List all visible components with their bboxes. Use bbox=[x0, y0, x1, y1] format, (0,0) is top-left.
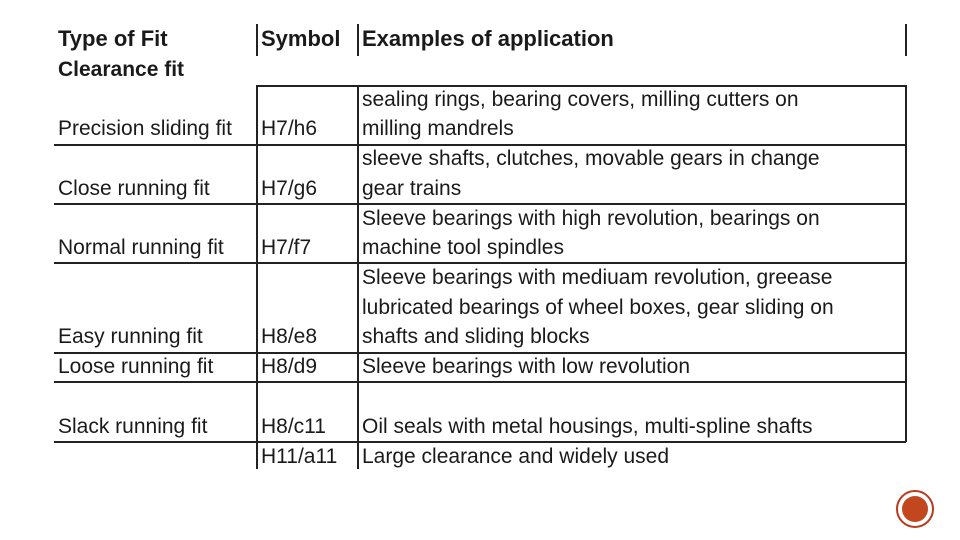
table-row-fit: Loose running fit bbox=[58, 355, 214, 378]
table-row-example-line: Sleeve bearings with low revolution bbox=[362, 355, 691, 378]
table-row-example-line: Large clearance and widely used bbox=[362, 445, 670, 468]
table-row-example-line: shafts and sliding blocks bbox=[362, 325, 590, 348]
table-row-example-line: sealing rings, bearing covers, milling cutters on bbox=[362, 88, 799, 111]
table-row-fit: Precision sliding fit bbox=[58, 117, 232, 140]
table-row-example-line: machine tool spindles bbox=[362, 236, 564, 259]
grid-vline-right-body bbox=[905, 85, 907, 442]
table-row-symbol: H7/f7 bbox=[261, 236, 312, 259]
grid-vline-col1-body bbox=[256, 85, 258, 469]
table-row-fit: Normal running fit bbox=[58, 236, 224, 259]
table-row-example-line: milling mandrels bbox=[362, 117, 514, 140]
header-examples: Examples of application bbox=[362, 26, 614, 51]
table-row-fit: Easy running fit bbox=[58, 325, 203, 348]
table-row-symbol: H7/h6 bbox=[261, 117, 318, 140]
table-row-symbol: H7/g6 bbox=[261, 177, 318, 200]
table-row-symbol: H8/e8 bbox=[261, 325, 318, 348]
grid-vline-col1 bbox=[256, 24, 258, 56]
badge-core bbox=[902, 496, 928, 522]
table-row-fit: Slack running fit bbox=[58, 415, 208, 438]
grid-vline-col2 bbox=[357, 24, 359, 56]
grid-vline-right bbox=[905, 24, 907, 56]
table-row-example-line: lubricated bearings of wheel boxes, gear sliding on bbox=[362, 296, 834, 319]
table-row-symbol: H11/a11 bbox=[261, 445, 338, 468]
section-title: Clearance fit bbox=[58, 58, 185, 81]
header-type-of-fit: Type of Fit bbox=[58, 26, 168, 51]
table-row-example-line: sleeve shafts, clutches, movable gears in change bbox=[362, 147, 820, 170]
table-row-fit: Close running fit bbox=[58, 177, 210, 200]
table-row-example-line: Sleeve bearings with mediuam revolution, greease bbox=[362, 266, 833, 289]
table-row-example-line: Sleeve bearings with high revolution, bearings on bbox=[362, 207, 820, 230]
grid-vline-col2-body bbox=[357, 85, 359, 469]
table-row-example-line: Oil seals with metal housings, multi-spline shafts bbox=[362, 415, 813, 438]
table-row-symbol: H8/c11 bbox=[261, 415, 326, 438]
table-row-symbol: H8/d9 bbox=[261, 355, 318, 378]
header-symbol: Symbol bbox=[261, 26, 341, 51]
table-row-example-line: gear trains bbox=[362, 177, 462, 200]
slide-badge-icon bbox=[896, 490, 934, 528]
